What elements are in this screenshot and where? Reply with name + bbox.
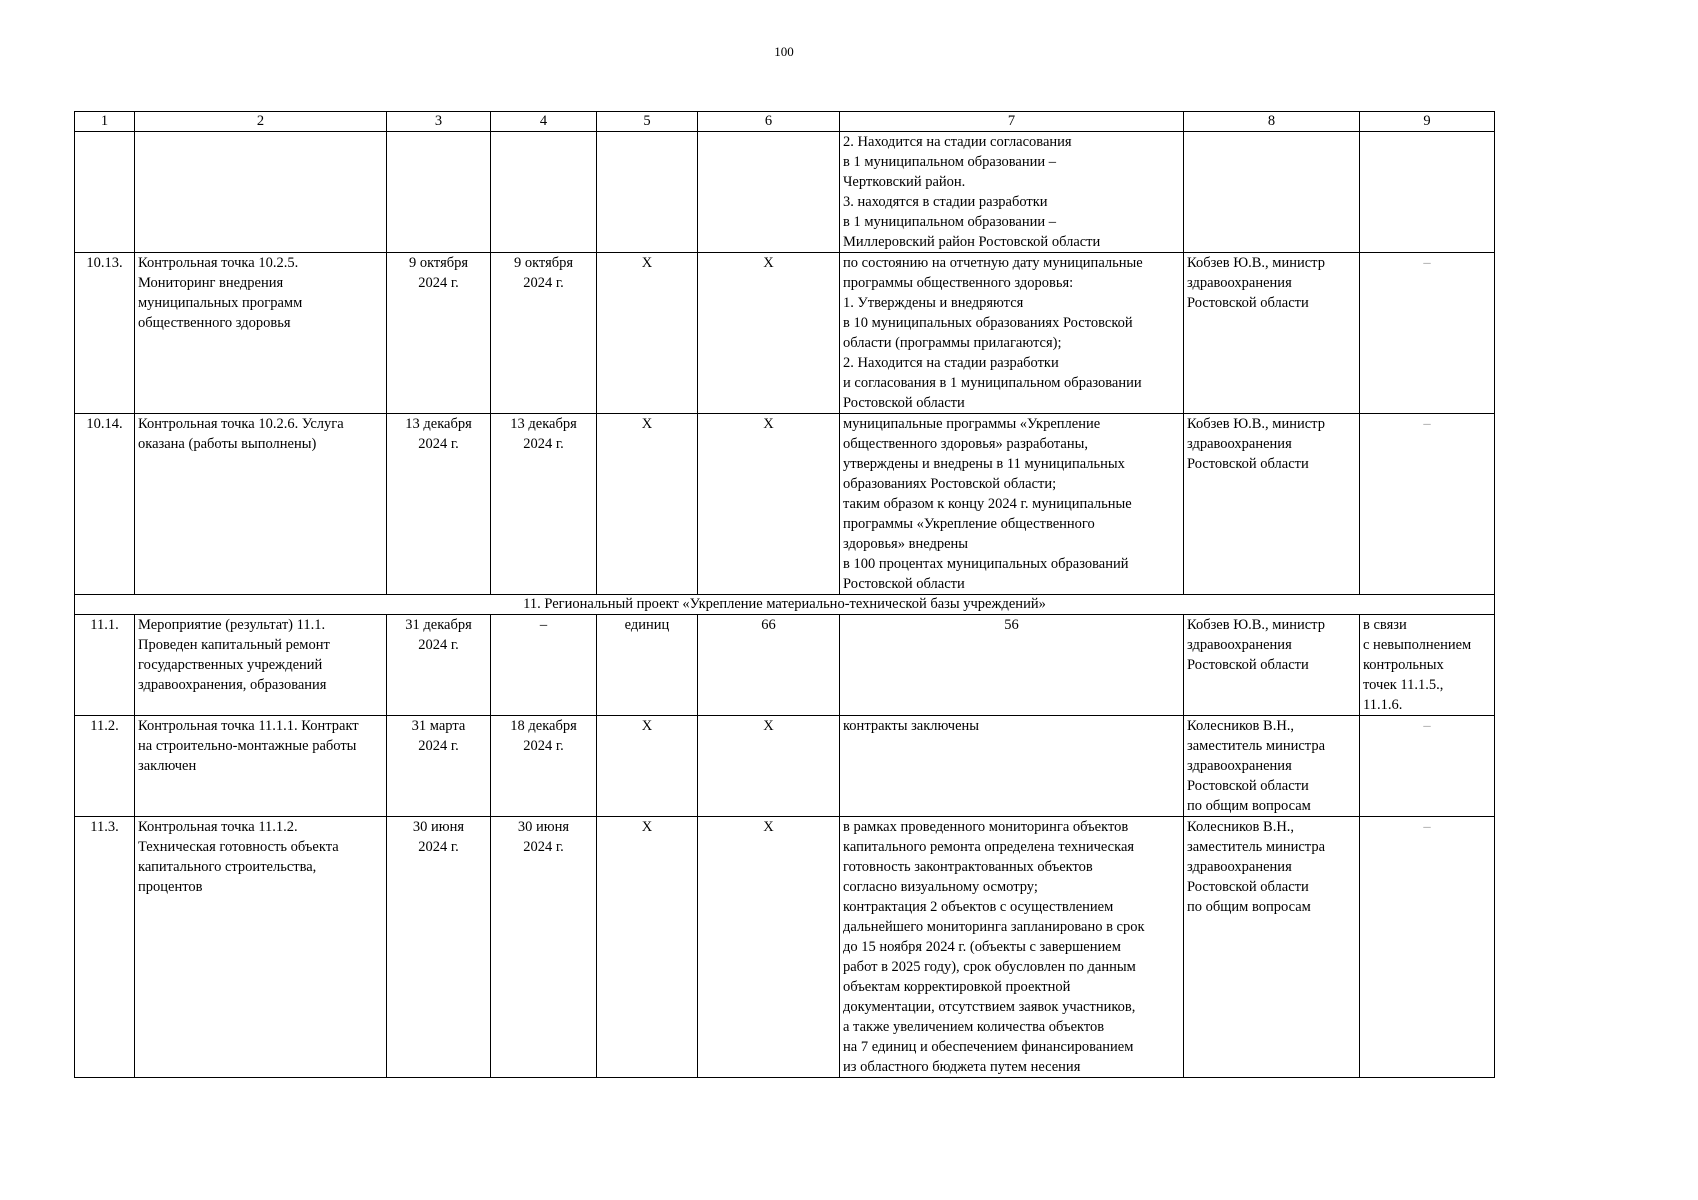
status-description-line: контрактация 2 объектов с осуществлением xyxy=(843,899,1114,915)
note xyxy=(1360,615,1495,716)
actual-date-line: 2024 г. xyxy=(523,275,564,291)
column-header: 4 xyxy=(491,112,597,132)
status-description-line: документации, отсутствием заявок участников, xyxy=(843,999,1136,1015)
table-row xyxy=(75,132,1495,253)
status-description-line: 56 xyxy=(1004,617,1019,633)
planned-date xyxy=(387,414,491,595)
unit-of-measure xyxy=(597,132,698,253)
status-description-line: согласно визуальному осмотру; xyxy=(843,879,1038,895)
status-description-line: Миллеровский район Ростовской области xyxy=(843,234,1101,250)
control-point-name-line: Контрольная точка 11.1.2. xyxy=(138,819,298,835)
control-point-name-line: оказана (работы выполнены) xyxy=(138,436,317,452)
control-point-name-line: муниципальных программ xyxy=(138,295,303,311)
actual-date xyxy=(491,615,597,716)
status-description-line: 2. Находится на стадии согласования xyxy=(843,134,1072,150)
planned-value: Х xyxy=(698,716,840,817)
column-header: 8 xyxy=(1184,112,1360,132)
row-number: 10.14. xyxy=(75,414,135,595)
planned-date-line: 13 декабря xyxy=(405,416,472,432)
actual-date-line: 2024 г. xyxy=(523,738,564,754)
control-point-name-line: Контрольная точка 10.2.6. Услуга xyxy=(138,416,344,432)
status-description-line: а также увеличением количества объектов xyxy=(843,1019,1105,1035)
responsible-person-line: Ростовской области xyxy=(1187,295,1309,311)
responsible-person-line: Ростовской области xyxy=(1187,778,1309,794)
column-header: 2 xyxy=(135,112,387,132)
table-row xyxy=(75,817,1495,1078)
responsible-person-line: Ростовской области xyxy=(1187,456,1309,472)
control-point-name-line: Мониторинг внедрения xyxy=(138,275,284,291)
status-description-line: дальнейшего мониторинга запланировано в срок xyxy=(843,919,1145,935)
responsible-person-line: Ростовской области xyxy=(1187,879,1309,895)
note-line: в связи xyxy=(1363,617,1407,633)
responsible-person xyxy=(1184,716,1360,817)
status-description-line: объектам корректировкой проектной xyxy=(843,979,1071,995)
note-line: – xyxy=(1423,416,1431,432)
responsible-person xyxy=(1184,817,1360,1078)
status-description-line: в 10 муниципальных образованиях Ростовской xyxy=(843,315,1133,331)
note-line: – xyxy=(1423,819,1431,835)
actual-date xyxy=(491,414,597,595)
note-line: контрольных xyxy=(1363,657,1444,673)
status-description-line: программы общественного здоровья: xyxy=(843,275,1074,291)
planned-value: 66 xyxy=(698,615,840,716)
status-description-line: до 15 ноября 2024 г. (объекты с завершением xyxy=(843,939,1121,955)
column-header: 1 xyxy=(75,112,135,132)
note xyxy=(1360,716,1495,817)
planned-date-line: 2024 г. xyxy=(418,275,459,291)
status-description xyxy=(840,716,1184,817)
status-description-line: на 7 единиц и обеспечением финансированием xyxy=(843,1039,1134,1055)
note xyxy=(1360,132,1495,253)
control-point-name-line: на строительно-монтажные работы xyxy=(138,738,357,754)
responsible-person-line: Колесников В.Н., xyxy=(1187,718,1295,734)
control-point-name-line: процентов xyxy=(138,879,203,895)
planned-value: Х xyxy=(698,253,840,414)
report-table xyxy=(74,111,1495,1078)
actual-date xyxy=(491,132,597,253)
actual-date-line: 18 декабря xyxy=(510,718,577,734)
responsible-person-line: здравоохранения xyxy=(1187,637,1292,653)
planned-value: Х xyxy=(698,414,840,595)
responsible-person-line: по общим вопросам xyxy=(1187,798,1311,814)
status-description-line: и согласования в 1 муниципальном образовании xyxy=(843,375,1142,391)
section-title: 11. Региональный проект «Укрепление материально-технической базы учреждений» xyxy=(75,595,1495,615)
responsible-person-line: заместитель министра xyxy=(1187,738,1326,754)
control-point-name-line: капитального строительства, xyxy=(138,859,317,875)
responsible-person-line: Кобзев Ю.В., министр xyxy=(1187,255,1325,271)
status-description-line: общественного здоровья» разработаны, xyxy=(843,436,1088,452)
planned-value: Х xyxy=(698,817,840,1078)
planned-date-line: 9 октября xyxy=(408,255,469,271)
table-row xyxy=(75,414,1495,595)
status-description-line: в 100 процентах муниципальных образований xyxy=(843,556,1129,572)
unit-of-measure: Х xyxy=(597,716,698,817)
status-description-line: в рамках проведенного мониторинга объектов xyxy=(843,819,1129,835)
planned-date-line: 31 декабря xyxy=(405,617,472,633)
responsible-person-line: Колесников В.Н., xyxy=(1187,819,1295,835)
control-point-name-line: общественного здоровья xyxy=(138,315,291,331)
column-header: 7 xyxy=(840,112,1184,132)
unit-of-measure: Х xyxy=(597,817,698,1078)
section-row xyxy=(75,595,1495,615)
status-description xyxy=(840,615,1184,716)
row-number xyxy=(75,132,135,253)
table-body xyxy=(75,112,1495,1078)
column-header: 3 xyxy=(387,112,491,132)
note xyxy=(1360,817,1495,1078)
column-header: 9 xyxy=(1360,112,1495,132)
status-description-line: 3. находятся в стадии разработки xyxy=(843,194,1048,210)
responsible-person-line: здравоохранения xyxy=(1187,859,1292,875)
page-number: 100 xyxy=(774,44,794,59)
column-header-row xyxy=(75,112,1495,132)
actual-date xyxy=(491,716,597,817)
note-line: – xyxy=(1423,255,1431,271)
status-description xyxy=(840,253,1184,414)
control-point-name-line: Контрольная точка 11.1.1. Контракт xyxy=(138,718,359,734)
actual-date xyxy=(491,817,597,1078)
status-description-line: готовность законтрактованных объектов xyxy=(843,859,1093,875)
planned-date-line: 30 июня xyxy=(412,819,465,835)
planned-value xyxy=(698,132,840,253)
responsible-person-line: по общим вопросам xyxy=(1187,899,1311,915)
planned-date-line: 2024 г. xyxy=(418,839,459,855)
status-description-line: муниципальные программы «Укрепление xyxy=(843,416,1101,432)
unit-of-measure: Х xyxy=(597,253,698,414)
status-description-line: 2. Находится на стадии разработки xyxy=(843,355,1059,371)
note xyxy=(1360,253,1495,414)
control-point-name xyxy=(135,615,387,716)
note-line: – xyxy=(1423,718,1431,734)
unit-of-measure: Х xyxy=(597,414,698,595)
row-number: 11.1. xyxy=(75,615,135,716)
planned-date-line: 2024 г. xyxy=(418,436,459,452)
control-point-name-line: Проведен капитальный ремонт xyxy=(138,637,330,653)
note-line: с невыполнением xyxy=(1363,637,1472,653)
actual-date-line: 9 октября xyxy=(513,255,574,271)
unit-of-measure: единиц xyxy=(597,615,698,716)
planned-date xyxy=(387,615,491,716)
control-point-name-line: здравоохранения, образования xyxy=(138,677,327,693)
control-point-name xyxy=(135,716,387,817)
row-number: 10.13. xyxy=(75,253,135,414)
status-description-line: работ в 2025 году), срок обусловлен по данным xyxy=(843,959,1136,975)
control-point-name-line: заключен xyxy=(138,758,197,774)
planned-date xyxy=(387,253,491,414)
status-description xyxy=(840,132,1184,253)
status-description-line: в 1 муниципальном образовании – xyxy=(843,214,1056,230)
status-description-line: по состоянию на отчетную дату муниципальные xyxy=(843,255,1143,271)
status-description-line: Ростовской области xyxy=(843,576,965,592)
status-description-line: утверждены и внедрены в 11 муниципальных xyxy=(843,456,1125,472)
control-point-name-line: Мероприятие (результат) 11.1. xyxy=(138,617,326,633)
column-header: 5 xyxy=(597,112,698,132)
actual-date-line: 30 июня xyxy=(517,819,570,835)
row-number: 11.3. xyxy=(75,817,135,1078)
responsible-person-line: здравоохранения xyxy=(1187,758,1292,774)
table-row xyxy=(75,253,1495,414)
actual-date-line: 2024 г. xyxy=(523,839,564,855)
control-point-name xyxy=(135,132,387,253)
control-point-name xyxy=(135,817,387,1078)
control-point-name-line: Техническая готовность объекта xyxy=(138,839,339,855)
actual-date-line: 2024 г. xyxy=(523,436,564,452)
responsible-person xyxy=(1184,253,1360,414)
responsible-person xyxy=(1184,414,1360,595)
responsible-person xyxy=(1184,615,1360,716)
table-row xyxy=(75,716,1495,817)
planned-date xyxy=(387,132,491,253)
column-header: 6 xyxy=(698,112,840,132)
responsible-person-line: Ростовской области xyxy=(1187,657,1309,673)
status-description xyxy=(840,414,1184,595)
status-description-line: Чертковский район. xyxy=(843,174,966,190)
responsible-person-line: Кобзев Ю.В., министр xyxy=(1187,416,1325,432)
control-point-name xyxy=(135,253,387,414)
note xyxy=(1360,414,1495,595)
status-description xyxy=(840,817,1184,1078)
responsible-person-line: здравоохранения xyxy=(1187,275,1292,291)
status-description-line: программы «Укрепление общественного xyxy=(843,516,1095,532)
planned-date-line: 2024 г. xyxy=(418,738,459,754)
planned-date-line: 31 марта xyxy=(411,718,466,734)
status-description-line: в 1 муниципальном образовании – xyxy=(843,154,1056,170)
status-description-line: из областного бюджета путем несения xyxy=(843,1059,1081,1075)
status-description-line: области (программы прилагаются); xyxy=(843,335,1062,351)
status-description-line: таким образом к концу 2024 г. муниципальные xyxy=(843,496,1132,512)
actual-date-line: 13 декабря xyxy=(510,416,577,432)
actual-date xyxy=(491,253,597,414)
note-line: точек 11.1.5., xyxy=(1363,677,1444,693)
control-point-name-line: государственных учреждений xyxy=(138,657,323,673)
control-point-name xyxy=(135,414,387,595)
row-number: 11.2. xyxy=(75,716,135,817)
status-description-line: здоровья» внедрены xyxy=(843,536,969,552)
responsible-person-line: заместитель министра xyxy=(1187,839,1326,855)
status-description-line: капитального ремонта определена техническая xyxy=(843,839,1135,855)
status-description-line: 1. Утверждены и внедряются xyxy=(843,295,1024,311)
responsible-person-line: здравоохранения xyxy=(1187,436,1292,452)
control-point-name-line: Контрольная точка 10.2.5. xyxy=(138,255,299,271)
planned-date xyxy=(387,817,491,1078)
responsible-person xyxy=(1184,132,1360,253)
status-description-line: Ростовской области xyxy=(843,395,965,411)
status-description-line: образованиях Ростовской области; xyxy=(843,476,1057,492)
status-description-line: контракты заключены xyxy=(843,718,980,734)
planned-date xyxy=(387,716,491,817)
responsible-person-line: Кобзев Ю.В., министр xyxy=(1187,617,1325,633)
actual-date-line: – xyxy=(539,617,548,633)
table-row xyxy=(75,615,1495,716)
note-line: 11.1.6. xyxy=(1363,697,1403,713)
planned-date-line: 2024 г. xyxy=(418,637,459,653)
